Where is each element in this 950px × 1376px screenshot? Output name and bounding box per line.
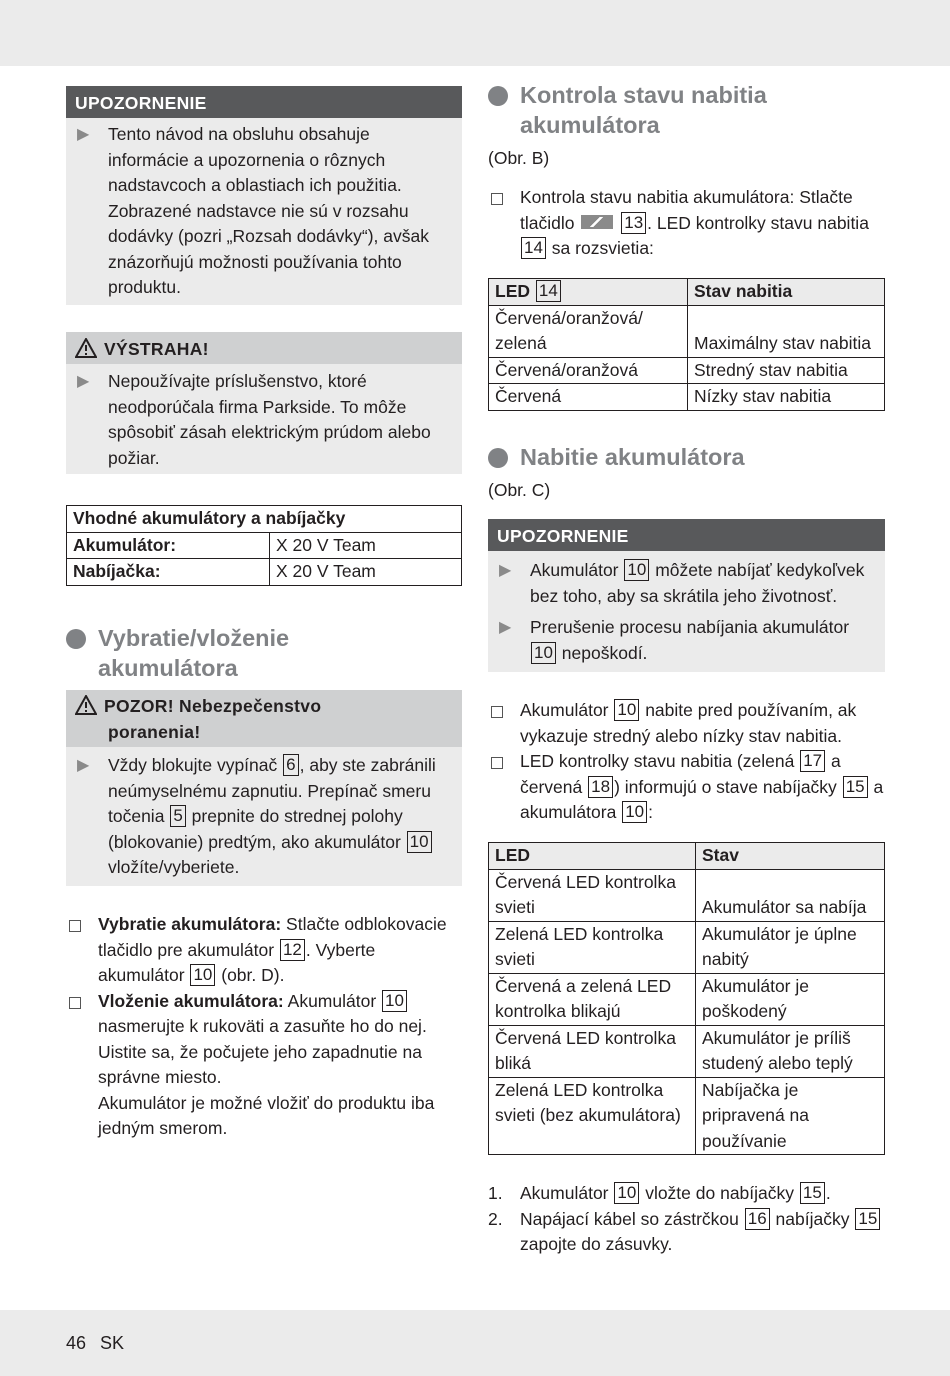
checklist-item: Vloženie akumulátora: Akumulátor 10 nasmerujte k rukoväti a zasuňte ho do nej. Uistite sa, že počujete jeho zapadnutie na správne miesto. Akumulátor je možné vložiť do produktu iba jedným smerom.	[66, 989, 453, 1142]
warning-item: ▶ Nepoužívajte príslušenstvo, ktoré neodporúčala firma Parkside. To môže spôsobiť zásah elektrickým prúdom alebo požiar.	[77, 371, 431, 468]
table-cell: Nabíjačka je pripravená na používanie	[696, 1077, 885, 1155]
notice-item: ▶ Prerušenie procesu nabíjania akumulátor 10 nepoškodí.	[499, 617, 850, 663]
page-number: 46	[66, 1333, 87, 1353]
part-number: 10	[614, 1182, 639, 1204]
table-cell: Akumulátor sa nabíja	[696, 869, 885, 921]
table-cell: Akumulátor je poškodený	[696, 973, 885, 1025]
table-cell: Akumulátor je úplne nabitý	[696, 921, 885, 973]
part-number: 14	[536, 280, 561, 302]
table-cell: Červená/oranžová/ zelená	[489, 305, 688, 357]
section-heading: Nabitie akumulátora	[488, 442, 885, 472]
part-number: 13	[621, 212, 646, 234]
table-header: Stav	[696, 843, 885, 870]
warning-box	[66, 332, 462, 474]
battery-status-button-icon	[581, 215, 613, 229]
charge-level-table	[488, 278, 885, 411]
checkbox-bullet-icon	[69, 997, 81, 1009]
notice-box	[488, 519, 885, 672]
checkbox-bullet-icon	[491, 706, 503, 718]
part-number: 14	[521, 237, 546, 259]
table-cell: Nabíjačka:	[67, 559, 270, 586]
arrow-bullet-icon: ▶	[499, 562, 512, 579]
notice-title: UPOZORNENIE	[488, 519, 885, 551]
notice-item: ▶ Akumulátor 10 môžete nabíjať kedykoľvek bez toho, aby sa skrátila jeho životnosť.	[499, 560, 865, 606]
table-cell: X 20 V Team	[270, 532, 462, 559]
checkbox-bullet-icon	[491, 757, 503, 769]
figure-reference: (Obr. C)	[488, 480, 551, 500]
table-cell: Červená	[489, 384, 688, 411]
part-number: 10	[531, 642, 556, 664]
warning-triangle-icon	[75, 338, 97, 358]
table-cell: Stredný stav nabitia	[688, 357, 885, 384]
checklist-item: Vybratie akumulátora: Stlačte odblokovacie tlačidlo pre akumulátor 12 . Vyberte akumulátor 10 (obr. D).	[66, 912, 453, 989]
remove-insert-instructions	[66, 912, 462, 1142]
part-number: 15	[855, 1208, 880, 1230]
table-header: LED 14	[489, 279, 688, 306]
language-code: SK	[100, 1333, 125, 1353]
top-band	[0, 0, 950, 66]
checklist-item: LED kontrolky stavu nabitia (zelená 17 a červená 18 ) informujú o stave nabíjačky 15 a akumulátora 10 :	[488, 749, 885, 826]
table-cell: Červená a zelená LED kontrolka blikajú	[489, 973, 696, 1025]
table-header: Stav nabitia	[688, 279, 885, 306]
caution-item: ▶ Vždy blokujte vypínač 6 , aby ste zabránili neúmyselnému zapnutiu. Prepínač smeru točenia 5 prepnite do strednej polohy (blokovanie) predtým, ako akumulátor 10 vložíte/vyberiete.	[77, 755, 436, 877]
part-number: 5	[170, 805, 185, 827]
notice-title: UPOZORNENIE	[66, 86, 462, 118]
table-cell: Červená LED kontrolka bliká	[489, 1025, 696, 1077]
section-heading: Kontrola stavu nabitia akumulátora	[488, 80, 885, 140]
part-number: 10	[190, 964, 215, 986]
table-header: LED	[489, 843, 696, 870]
page-footer	[66, 1333, 124, 1354]
part-number: 10	[407, 831, 432, 853]
table-cell: Akumulátor:	[67, 532, 270, 559]
part-number: 10	[382, 990, 407, 1012]
arrow-bullet-icon: ▶	[77, 126, 90, 143]
table-cell: X 20 V Team	[270, 559, 462, 586]
part-number: 12	[280, 939, 305, 961]
part-number: 10	[622, 801, 647, 823]
warning-triangle-icon	[75, 695, 97, 715]
charging-instructions	[488, 698, 885, 826]
section-dot-icon	[66, 629, 86, 649]
batteries-table-header: Vhodné akumulátory a nabíjačky	[67, 506, 462, 533]
part-number: 18	[588, 776, 613, 798]
notice-item: ▶ Tento návod na obsluhu obsahuje informácie a upozornenia o rôznych nadstavcoch a oblastiach ich použitia. Zobrazené nadstavce nie sú v rozsahu dodávky (pozri „Rozsah dodávky“), avšak znázorňujú možnosti používania tohto produktu.	[77, 124, 429, 297]
checkbox-bullet-icon	[69, 920, 81, 932]
table-cell: Akumulátor je príliš studený alebo teplý	[696, 1025, 885, 1077]
checklist-item: Akumulátor 10 nabite pred používaním, ak vykazuje stredný alebo nízky stav nabitia.	[488, 698, 885, 749]
table-cell: Červená LED kontrolka svieti	[489, 869, 696, 921]
part-number: 10	[614, 699, 639, 721]
section-dot-icon	[488, 448, 508, 468]
arrow-bullet-icon: ▶	[77, 757, 90, 774]
caution-title: POZOR! Nebezpečenstvo poranenia!	[66, 690, 462, 747]
part-number: 15	[800, 1182, 825, 1204]
table-cell: Maximálny stav nabitia	[688, 305, 885, 357]
caution-box	[66, 690, 462, 886]
table-cell: Zelená LED kontrolka svieti (bez akumulátora)	[489, 1077, 696, 1155]
part-number: 6	[283, 754, 298, 776]
table-cell: Nízky stav nabitia	[688, 384, 885, 411]
table-cell: Červená/oranžová	[489, 357, 688, 384]
numbered-steps	[488, 1181, 885, 1258]
part-number: 16	[745, 1208, 770, 1230]
checkbox-bullet-icon	[491, 193, 503, 205]
warning-title: VÝSTRAHA!	[66, 332, 462, 364]
check-instruction	[488, 185, 885, 262]
table-cell: Zelená LED kontrolka svieti	[489, 921, 696, 973]
led-status-table	[488, 842, 885, 1155]
section-dot-icon	[488, 86, 508, 106]
arrow-bullet-icon: ▶	[499, 619, 512, 636]
part-number: 17	[800, 750, 825, 772]
notice-box	[66, 86, 462, 305]
numbered-step: 2. Napájací kábel so zástrčkou 16 nabíjačky 15 zapojte do zásuvky.	[488, 1207, 885, 1258]
figure-reference: (Obr. B)	[488, 148, 550, 168]
arrow-bullet-icon: ▶	[77, 373, 90, 390]
part-number: 15	[843, 776, 868, 798]
numbered-step: 1. Akumulátor 10 vložte do nabíjačky 15 .	[488, 1183, 831, 1203]
checklist-item: Kontrola stavu nabitia akumulátora: Stlačte tlačidlo 13 . LED kontrolky stavu nabitia 14 sa rozsvietia:	[488, 185, 885, 262]
footer-band	[0, 1310, 950, 1376]
part-number: 10	[624, 559, 649, 581]
batteries-table	[66, 505, 462, 586]
section-heading: Vybratie/vloženie akumulátora	[66, 623, 462, 683]
